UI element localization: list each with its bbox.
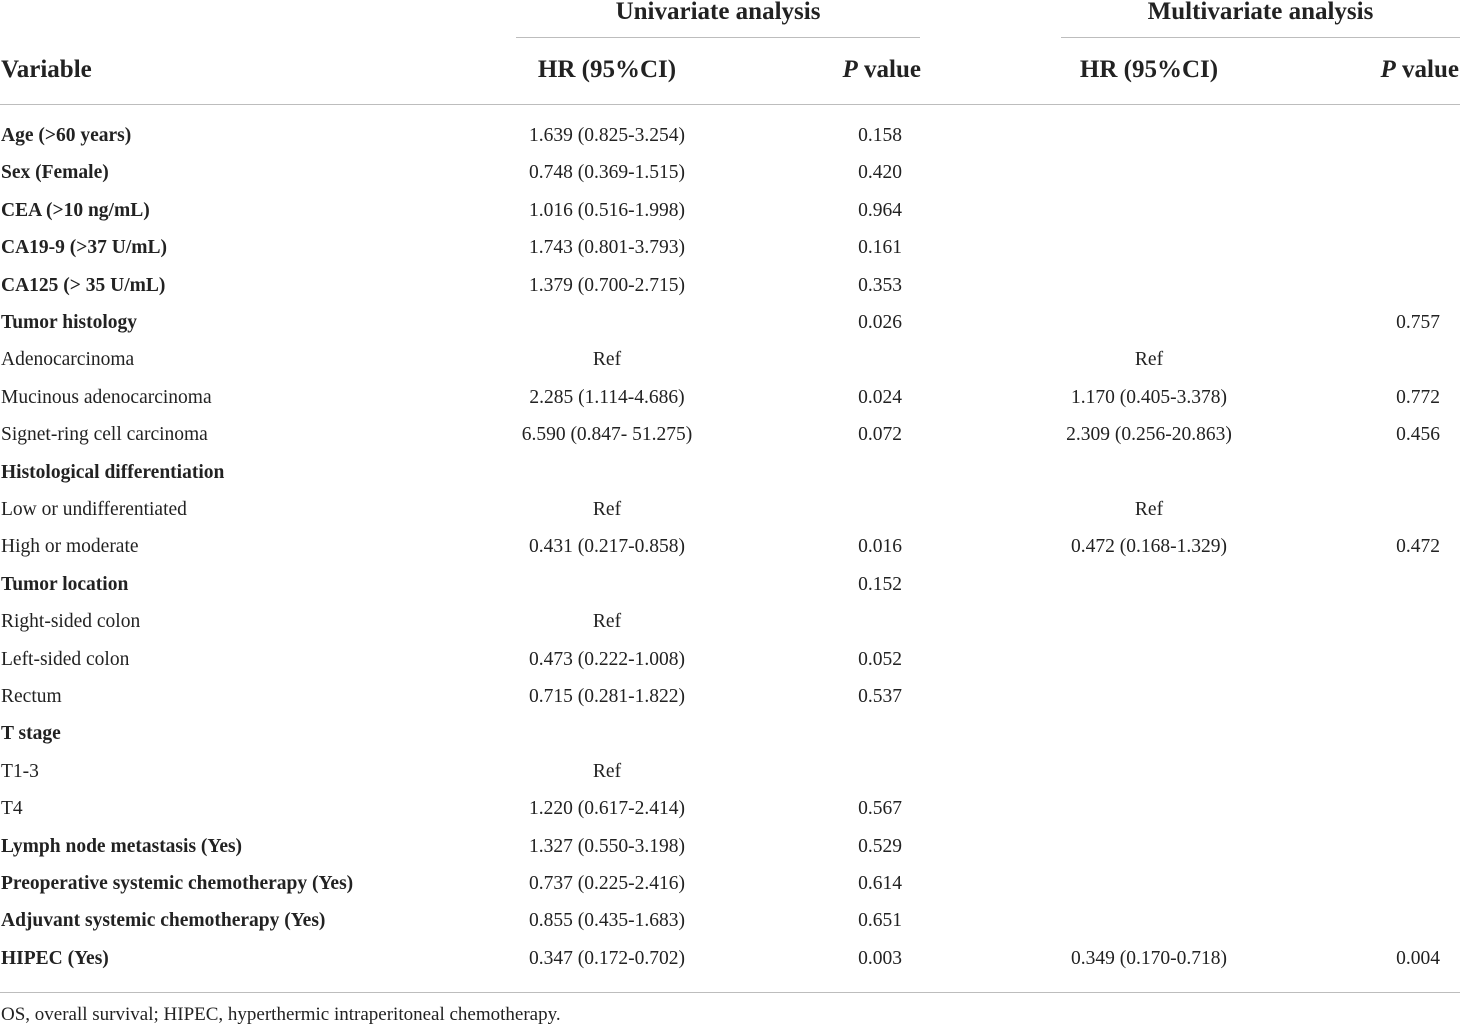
hr-univariate-cell: 0.473 (0.222-1.008): [529, 648, 685, 670]
table-row: [0, 641, 1460, 678]
p-univariate-cell: 0.152: [858, 573, 902, 595]
hr-multivariate-cell: 0.472 (0.168-1.329): [1071, 536, 1227, 558]
variable-cell: Mucinous adenocarcinoma: [1, 386, 212, 408]
hr-multivariate-cell: 0.349 (0.170-0.718): [1071, 947, 1227, 969]
hr-univariate-cell: Ref: [592, 760, 622, 782]
table-row: [0, 940, 1460, 977]
variable-cell: Histological differentiation: [1, 461, 225, 483]
column-header-variable: Variable: [1, 56, 92, 83]
variable-cell: CEA (>10 ng/mL): [1, 199, 150, 221]
hr-univariate-cell: 1.743 (0.801-3.793): [529, 237, 685, 259]
p-multivariate-cell: 0.456: [1396, 424, 1440, 446]
p-univariate-cell: 0.026: [858, 312, 902, 333]
hr-univariate-cell: 0.748 (0.369-1.515): [529, 162, 685, 184]
hr-multivariate-cell: Ref: [1134, 499, 1164, 520]
table-row: [0, 192, 1460, 229]
variable-cell: Tumor histology: [1, 312, 137, 333]
p-univariate-cell: 0.614: [858, 873, 902, 894]
table-row: [0, 341, 1460, 378]
variable-cell: Sex (Female): [1, 162, 109, 184]
p-value-label: value: [857, 56, 921, 83]
variable-cell: Adenocarcinoma: [1, 349, 135, 371]
variable-cell: Low or undifferentiated: [1, 499, 187, 520]
table-row: [0, 267, 1460, 304]
variable-cell: Signet-ring cell carcinoma: [1, 424, 208, 446]
hr-univariate-cell: Ref: [592, 499, 622, 520]
table-footnote: OS, overall survival; HIPEC, hyperthermic intraperitoneal chemotherapy.: [1, 1004, 561, 1025]
column-header-hr-multivariate: HR (95%CI): [1079, 56, 1219, 83]
hr-univariate-cell: 1.327 (0.550-3.198): [529, 835, 685, 857]
table-row: [0, 603, 1460, 640]
hr-univariate-cell: 1.016 (0.516-1.998): [529, 199, 685, 221]
p-value-label: value: [1395, 56, 1459, 83]
table-row: [0, 304, 1460, 341]
p-univariate-cell: 0.161: [858, 237, 902, 259]
hr-univariate-cell: 0.347 (0.172-0.702): [529, 947, 685, 969]
hr-univariate-cell: 0.855 (0.435-1.683): [529, 910, 685, 932]
p-univariate-cell: 0.072: [858, 424, 902, 446]
variable-cell: Right-sided colon: [1, 611, 141, 633]
table-row: [0, 715, 1460, 752]
table-row: [0, 454, 1460, 491]
p-symbol: P: [1380, 56, 1396, 83]
variable-cell: Tumor location: [1, 573, 129, 595]
variable-cell: Adjuvant systemic chemotherapy (Yes): [1, 910, 326, 932]
hr-univariate-cell: 1.639 (0.825-3.254): [529, 125, 685, 146]
table-row: [0, 865, 1460, 902]
table-row: [0, 154, 1460, 191]
column-header-p-univariate: [800, 52, 921, 88]
hr-univariate-cell: Ref: [592, 349, 622, 371]
p-univariate-cell: 0.052: [858, 648, 902, 670]
hr-univariate-cell: 0.715 (0.281-1.822): [529, 686, 685, 707]
p-univariate-cell: 0.567: [858, 798, 902, 820]
table-row: [0, 379, 1460, 416]
variable-cell: CA125 (> 35 U/mL): [1, 274, 166, 296]
variable-cell: CA19-9 (>37 U/mL): [1, 237, 168, 259]
header-rule: [0, 104, 1460, 105]
table-row: [0, 117, 1460, 154]
hr-univariate-cell: 6.590 (0.847- 51.275): [521, 424, 693, 446]
p-univariate-cell: 0.024: [858, 386, 902, 408]
p-univariate-cell: 0.353: [858, 274, 902, 296]
column-header-p-multivariate: [1338, 52, 1459, 88]
table-row: [0, 902, 1460, 939]
variable-cell: Preoperative systemic chemotherapy (Yes): [1, 873, 354, 894]
p-symbol: P: [842, 56, 858, 83]
variable-cell: T1-3: [1, 760, 39, 782]
p-univariate-cell: 0.158: [858, 125, 902, 146]
p-multivariate-cell: 0.757: [1396, 312, 1440, 333]
group-header-univariate: Univariate analysis: [615, 0, 821, 25]
table-row: [0, 229, 1460, 266]
variable-cell: Rectum: [1, 686, 62, 707]
hr-univariate-cell: 0.431 (0.217-0.858): [529, 536, 685, 558]
variable-cell: Lymph node metastasis (Yes): [1, 835, 243, 857]
p-univariate-cell: 0.537: [858, 686, 902, 707]
table-row: [0, 753, 1460, 790]
p-univariate-cell: 0.651: [858, 910, 902, 932]
hr-univariate-cell: 0.737 (0.225-2.416): [529, 873, 685, 894]
p-univariate-cell: 0.003: [858, 947, 902, 969]
p-multivariate-cell: 0.004: [1396, 947, 1440, 969]
variable-cell: T stage: [1, 723, 61, 745]
p-univariate-cell: 0.529: [858, 835, 902, 857]
table-row: [0, 416, 1460, 453]
variable-cell: HIPEC (Yes): [1, 947, 109, 969]
group-rule-univariate: [516, 37, 920, 38]
p-univariate-cell: 0.016: [858, 536, 902, 558]
hr-univariate-cell: 1.220 (0.617-2.414): [529, 798, 685, 820]
group-rule-multivariate: [1061, 37, 1460, 38]
table-row: [0, 491, 1460, 528]
column-header-hr-univariate: HR (95%CI): [537, 56, 677, 83]
p-univariate-cell: 0.420: [858, 162, 902, 184]
hr-univariate-cell: Ref: [592, 611, 622, 633]
bottom-rule: [0, 992, 1460, 993]
table-row: [0, 566, 1460, 603]
p-multivariate-cell: 0.472: [1396, 536, 1440, 558]
variable-cell: High or moderate: [1, 536, 139, 558]
table-row: [0, 790, 1460, 827]
hr-univariate-cell: 2.285 (1.114-4.686): [529, 386, 685, 408]
group-header-multivariate: Multivariate analysis: [1147, 0, 1374, 25]
table-row: [0, 828, 1460, 865]
hr-multivariate-cell: Ref: [1134, 349, 1164, 371]
hr-univariate-cell: 1.379 (0.700-2.715): [529, 274, 685, 296]
table-row: [0, 678, 1460, 715]
hr-multivariate-cell: 2.309 (0.256-20.863): [1066, 424, 1232, 446]
p-multivariate-cell: 0.772: [1396, 386, 1440, 408]
variable-cell: Age (>60 years): [1, 125, 132, 146]
variable-cell: Left-sided colon: [1, 648, 130, 670]
table-row: [0, 528, 1460, 565]
variable-cell: T4: [1, 798, 23, 820]
p-univariate-cell: 0.964: [858, 199, 902, 221]
hr-multivariate-cell: 1.170 (0.405-3.378): [1071, 386, 1227, 408]
